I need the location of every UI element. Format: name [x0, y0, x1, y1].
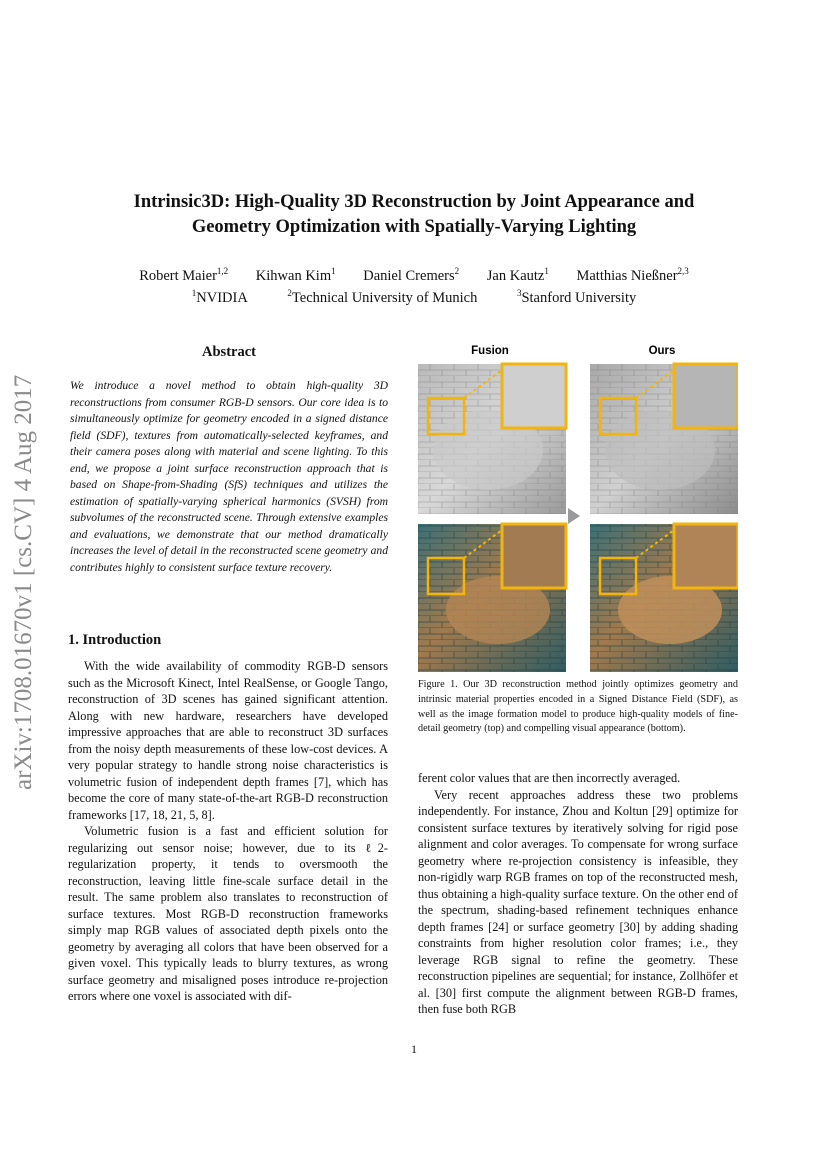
right-column-body: [418, 770, 738, 1018]
page-number: 1: [411, 1042, 417, 1056]
ours-geometry-image: [590, 364, 738, 514]
author: Matthias Nießner$^{2,3}$: [576, 266, 689, 284]
abstract-heading: Abstract: [202, 344, 256, 360]
paragraph: ferent color values that are then incorrectly averaged.: [418, 771, 681, 785]
ours-color-image: [590, 524, 738, 672]
abstract-text: We introduce a novel method to obtain high-quality 3D reconstructions from consumer RGB-D sensors. Our core idea is to simultaneously optimize for geometry encoded in a signed distance field (SDF), textures from automatically-selected keyframes, and their camera poses along with material and scene lighting. To this end, we propose a joint surface reconstruction approach that is based on Shape-from-Shading (SfS) techniques and utilizes the estimation of spatially-varying spherical harmonics (SVSH) from subvolumes of the reconstructed scene. Through extensive examples and evaluations, we demonstrate that our method dramatically increases the level of detail in the reconstructed scene geometry and contributes highly to consistent surface texture recovery.: [70, 379, 388, 574]
affiliation: $^2$Technical University of Munich: [287, 288, 478, 306]
figure-caption: Figure 1. Our 3D reconstruction method jointly optimizes geometry and intrinsic material properties encoded in a Signed Distance Field (SDF), as well as the image formation model to produce high-quality models of fine-detail geometry (top) and compelling visual appearance (bottom).: [418, 679, 738, 735]
arxiv-side-label: arXiv:1708.01670v1 [cs.CV] 4 Aug 2017: [10, 374, 37, 790]
paper-title: [60, 190, 768, 240]
introduction-body: [68, 658, 388, 1005]
fusion-geometry-image: [418, 364, 566, 514]
arrow-icon: [568, 508, 580, 524]
paragraph: With the wide availability of commodity RGB-D sensors such as the Microsoft Kinect, Intel RealSense, or Google Tango, reconstruction of 3D scenes has gained significant attention. Along with new hardware, researchers have developed impressive approaches that are able to reconstruct 3D surfaces from the noisy depth measurements of these low-cost devices. A very popular strategy to handle strong noise characteristics is volumetric fusion of independent depth frames [7], which has become the core of many state-of-the-art RGB-D reconstruction frameworks [17, 18, 21, 5, 8].: [68, 659, 388, 822]
figure-label-fusion: Fusion: [471, 345, 509, 357]
affiliation: $^3$Stanford University: [516, 288, 637, 306]
section-heading-introduction: 1. Introduction: [68, 632, 162, 648]
author: Kihwan Kim$^1$: [255, 266, 336, 284]
fusion-color-image: [418, 524, 566, 672]
author: Robert Maier$^{1,2}$: [139, 266, 229, 284]
author: Jan Kautz$^1$: [486, 266, 549, 284]
paragraph: Very recent approaches address these two problems independently. For instance, Zhou and Koltun [29] optimize for consistent surface textures by iteratively solving for rigid pose alignment and color averages. To compensate for wrong surface geometry where re-projection consistency is infeasible, they non-rigidly warp RGB frames on top of the reconstructed mesh, thus obtaining a high-quality surface texture. On the other end of the spectrum, shading-based refinement techniques enhance depth frames [24] or surface geometry [30] by adding shading constraints from higher resolution color frames; i.e., they leverage RGB signal to refine the geometry. These reconstruction pipelines are sequential; for instance, Zollhöfer et al. [30] first compute the alignment between RGB-D frames, then fuse both RGB: [418, 787, 738, 1016]
affiliation: $^1$NVIDIA: [191, 288, 248, 306]
figure-label-ours: Ours: [648, 345, 676, 357]
author: Daniel Cremers$^2$: [363, 266, 460, 284]
figure-1: [418, 340, 738, 674]
paragraph: Volumetric fusion is a fast and efficient solution for regularizing out sensor noise; however, due to its ℓ2-regularization property, it tends to oversmooth the reconstruction, leaving little fine-scale surface detail in the result. The same problem also translates to reconstruction of surface textures. Most RGB-D reconstruction frameworks simply map RGB values of associated depth pixels onto the geometry by averaging all colors that have been observed for a given voxel. This typically leads to blurry textures, as wrong surface geometry and misaligned poses introduce re-projection errors where one voxel is associated with dif-: [68, 824, 388, 1003]
affiliation-list: [60, 288, 768, 307]
author-list: [60, 266, 768, 285]
title-line-1: Intrinsic3D: High-Quality 3D Reconstruction by Joint Appearance and: [133, 192, 695, 212]
title-line-2: Geometry Optimization with Spatially-Varying Lighting: [191, 217, 637, 237]
